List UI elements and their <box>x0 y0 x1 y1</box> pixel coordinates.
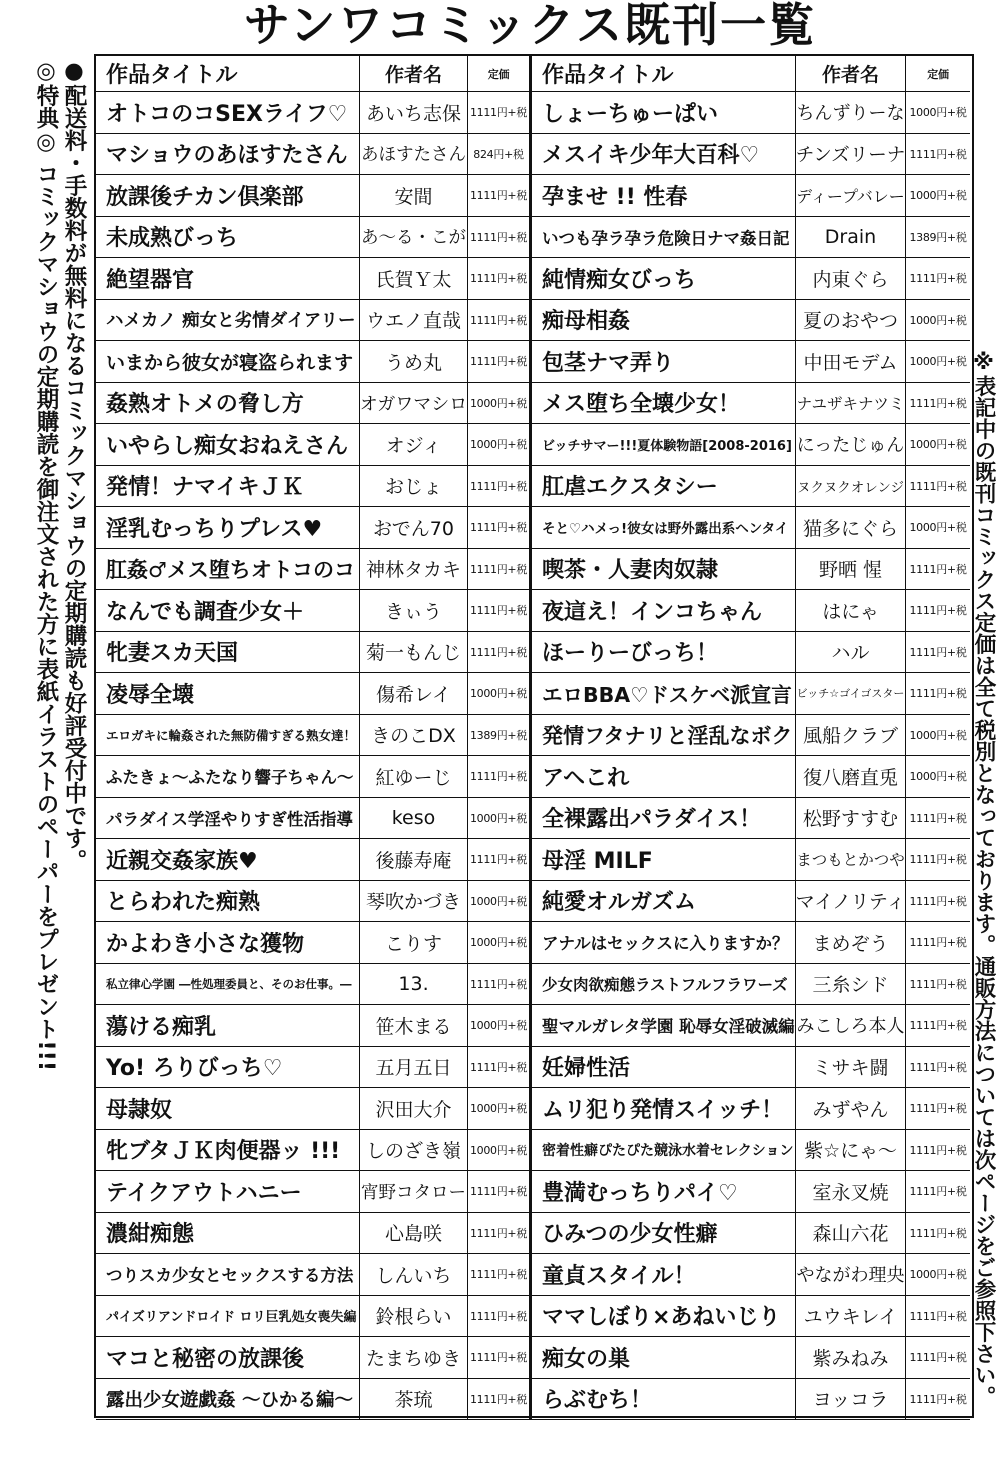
book-price: 1000円+税 <box>468 798 532 840</box>
book-price: 1111円+税 <box>906 258 970 300</box>
book-author: 五月五日 <box>360 1047 468 1089</box>
book-author: 神林タカキ <box>360 549 468 591</box>
book-title: 発情！ナマイキＪＫ <box>96 466 360 508</box>
book-author: 心島咲 <box>360 1213 468 1255</box>
book-author: 後藤寿庵 <box>360 839 468 881</box>
book-title: ママしぼり×あねいじり <box>532 1296 796 1338</box>
book-author: 沢田大介 <box>360 1088 468 1130</box>
book-title: テイクアウトハニー <box>96 1171 360 1213</box>
book-price: 1111円+税 <box>906 1047 970 1089</box>
book-price: 1111円+税 <box>468 1254 532 1296</box>
book-author: ミサキ闘 <box>796 1047 906 1089</box>
book-price: 1111円+税 <box>468 1213 532 1255</box>
book-title: 未成熟びっち <box>96 217 360 259</box>
book-author: まつもとかつや <box>796 839 906 881</box>
book-price: 1000円+税 <box>468 424 532 466</box>
book-price: 1000円+税 <box>906 756 970 798</box>
book-price: 1111円+税 <box>906 964 970 1006</box>
book-author: やながわ理央 <box>796 1254 906 1296</box>
book-price: 1111円+税 <box>468 175 532 217</box>
book-title: 露出少女遊戯姦 ～ひかる編～ <box>96 1379 360 1421</box>
book-title: 聖マルガレタ学園 恥辱女淫破滅編 <box>532 1005 796 1047</box>
book-author: みずやん <box>796 1088 906 1130</box>
book-title: 密着性癖ぴたぴた競泳水着セレクション <box>532 1130 796 1172</box>
book-title: 凌辱全壊 <box>96 673 360 715</box>
book-author: にったじゅん <box>796 424 906 466</box>
book-author: しのざき嶺 <box>360 1130 468 1172</box>
book-author: 茶琉 <box>360 1379 468 1421</box>
book-author: はにゃ <box>796 590 906 632</box>
book-price: 1111円+税 <box>906 1088 970 1130</box>
book-title: ほーりーびっち！ <box>532 632 796 674</box>
header-title-left: 作品タイトル <box>96 56 360 92</box>
book-author: 猫多にぐら <box>796 507 906 549</box>
book-price: 1000円+税 <box>468 922 532 964</box>
book-title: ビッチサマー!!!夏体験物語[2008-2016] <box>532 424 796 466</box>
book-author: 紫みねみ <box>796 1337 906 1379</box>
book-price: 1111円+税 <box>906 881 970 923</box>
book-author: 森山六花 <box>796 1213 906 1255</box>
book-author: みこしろ本人 <box>796 1005 906 1047</box>
book-price: 1111円+税 <box>468 258 532 300</box>
book-price: 1111円+税 <box>468 1296 532 1338</box>
book-title: なんでも調査少女＋ <box>96 590 360 632</box>
book-author: おでん70 <box>360 507 468 549</box>
book-title: 発情フタナリと淫乱なボク <box>532 715 796 757</box>
book-title: エロガキに輪姦された無防備すぎる熟女達！ <box>96 715 360 757</box>
book-title: 痴女の巣 <box>532 1337 796 1379</box>
book-title: アナルはセックスに入りますか？ <box>532 922 796 964</box>
book-title: マショウのあほすたさん <box>96 134 360 176</box>
book-price: 1111円+税 <box>468 1171 532 1213</box>
book-author: ディープバレー <box>796 175 906 217</box>
book-title: ふたきょ～ふたなり響子ちゃん～ <box>96 756 360 798</box>
book-author: ナユザキナツミ <box>796 383 906 425</box>
book-price: 1111円+税 <box>906 1213 970 1255</box>
book-title: つりスカ少女とセックスする方法 <box>96 1254 360 1296</box>
book-price: 1000円+税 <box>468 1005 532 1047</box>
book-price: 1000円+税 <box>906 175 970 217</box>
book-author: 野晒 惺 <box>796 549 906 591</box>
header-author-left: 作者名 <box>360 56 468 92</box>
book-price: 1000円+税 <box>906 507 970 549</box>
book-author: Drain <box>796 217 906 259</box>
book-title: 少女肉欲痴態ラストフルフラワーズ <box>532 964 796 1006</box>
book-author: ウエノ直哉 <box>360 300 468 342</box>
book-price: 1389円+税 <box>906 217 970 259</box>
book-price: 1111円+税 <box>906 466 970 508</box>
book-author: オジィ <box>360 424 468 466</box>
book-title: エロBBA♡ドスケベ派宣言 <box>532 673 796 715</box>
book-author: オガワマシロ <box>360 383 468 425</box>
book-price: 1000円+税 <box>468 1088 532 1130</box>
book-author: ビッチ☆ゴイゴスター <box>796 673 906 715</box>
book-title: 放課後チカン倶楽部 <box>96 175 360 217</box>
book-price: 1111円+税 <box>906 922 970 964</box>
book-price: 1111円+税 <box>906 383 970 425</box>
book-price: 1000円+税 <box>468 1130 532 1172</box>
book-title: パラダイス学淫やりすぎ性活指導 <box>96 798 360 840</box>
book-author: ユウキレイ <box>796 1296 906 1338</box>
book-price: 1111円+税 <box>906 1379 970 1421</box>
book-title: 牝ブタＪＫ肉便器ッ !!! <box>96 1130 360 1172</box>
book-title: Yo! ろりびっち♡ <box>96 1047 360 1089</box>
book-title: 全裸露出パラダイス！ <box>532 798 796 840</box>
header-title-right: 作品タイトル <box>532 56 796 92</box>
book-title: 濃紺痴態 <box>96 1213 360 1255</box>
book-title: ムリ犯り発情スイッチ！ <box>532 1088 796 1130</box>
book-author: ハル <box>796 632 906 674</box>
book-title: メスイキ少年大百科♡ <box>532 134 796 176</box>
book-price: 1111円+税 <box>468 1047 532 1089</box>
book-price: 1111円+税 <box>468 300 532 342</box>
book-title: 夜這え！インコちゃん <box>532 590 796 632</box>
book-price: 1111円+税 <box>468 507 532 549</box>
book-title: かよわき小さな獲物 <box>96 922 360 964</box>
book-price: 1111円+税 <box>468 466 532 508</box>
book-price: 1111円+税 <box>468 341 532 383</box>
book-title: メス堕ち全壊少女！ <box>532 383 796 425</box>
header-price-right: 定価 <box>906 56 970 92</box>
book-author: うめ丸 <box>360 341 468 383</box>
book-price: 1111円+税 <box>468 217 532 259</box>
book-title: 喫茶・人妻肉奴隷 <box>532 549 796 591</box>
book-author: 室永叉焼 <box>796 1171 906 1213</box>
book-author: まめぞう <box>796 922 906 964</box>
book-author: きぃう <box>360 590 468 632</box>
book-price: 1000円+税 <box>906 715 970 757</box>
book-title: ハメカノ 痴女と劣情ダイアリー <box>96 300 360 342</box>
book-price: 1000円+税 <box>468 383 532 425</box>
book-title: 純情痴女びっち <box>532 258 796 300</box>
book-title: 孕ませ !! 性春 <box>532 175 796 217</box>
book-title: 淫乳むっちりプレス♥ <box>96 507 360 549</box>
book-price: 1000円+税 <box>906 300 970 342</box>
book-author: 復八磨直兎 <box>796 756 906 798</box>
page-title: サンワコミックス既刊一覧 <box>243 0 817 52</box>
book-price: 1000円+税 <box>468 673 532 715</box>
book-title: 近親交姦家族♥ <box>96 839 360 881</box>
book-title: しょーちゅーぱい <box>532 92 796 134</box>
book-price: 1000円+税 <box>468 881 532 923</box>
book-price: 1111円+税 <box>906 839 970 881</box>
book-author: あ～る・こが <box>360 217 468 259</box>
book-price: 1111円+税 <box>906 798 970 840</box>
shipping-note: ●配送料・手数料が無料になるコミックマショウの定期購読も好評受付中です。 <box>61 58 87 872</box>
book-title: 痴母相姦 <box>532 300 796 342</box>
book-author: 夏のおやつ <box>796 300 906 342</box>
price-note: ※表記中の既刊コミックス定価は全て税別となっております。通販方法については次ページをご参照下さい。 <box>971 350 996 1407</box>
book-price: 824円+税 <box>468 134 532 176</box>
book-author: 三糸シド <box>796 964 906 1006</box>
book-title: 童貞スタイル！ <box>532 1254 796 1296</box>
book-price: 1111円+税 <box>468 92 532 134</box>
book-author: 13. <box>360 964 468 1006</box>
book-author: 笹木まる <box>360 1005 468 1047</box>
book-author: こりす <box>360 922 468 964</box>
book-author: 氏賀Ｙ太 <box>360 258 468 300</box>
book-author: しんいち <box>360 1254 468 1296</box>
book-title: 絶望器官 <box>96 258 360 300</box>
book-author: ちんずりーな <box>796 92 906 134</box>
book-price: 1111円+税 <box>906 673 970 715</box>
header-author-right: 作者名 <box>796 56 906 92</box>
book-title: パイズリアンドロイド ロリ巨乳処女喪失編 <box>96 1296 360 1338</box>
book-price: 1111円+税 <box>906 1171 970 1213</box>
book-title: いやらし痴女おねえさん <box>96 424 360 466</box>
book-author: たまちゆき <box>360 1337 468 1379</box>
book-author: おじょ <box>360 466 468 508</box>
book-author: チンズリーナ <box>796 134 906 176</box>
book-title: 豊満むっちりパイ♡ <box>532 1171 796 1213</box>
book-title: 肛姦♂メス堕ちオトコのコ <box>96 549 360 591</box>
book-author: 菊一もんじ <box>360 632 468 674</box>
book-price: 1111円+税 <box>906 632 970 674</box>
book-author: 風船クラブ <box>796 715 906 757</box>
book-title: いつも孕ラ孕ラ危険日ナマ姦日記 <box>532 217 796 259</box>
book-title: オトコのコSEXライフ♡ <box>96 92 360 134</box>
book-author: 松野すすむ <box>796 798 906 840</box>
book-author: 紫☆にゃ～ <box>796 1130 906 1172</box>
book-price: 1000円+税 <box>906 92 970 134</box>
header-price-left: 定価 <box>468 56 532 92</box>
book-title: 蕩ける痴乳 <box>96 1005 360 1047</box>
book-price: 1111円+税 <box>468 632 532 674</box>
book-price: 1111円+税 <box>906 134 970 176</box>
book-price: 1111円+税 <box>906 1130 970 1172</box>
book-author: あいち志保 <box>360 92 468 134</box>
book-price: 1111円+税 <box>468 1337 532 1379</box>
book-price: 1111円+税 <box>468 756 532 798</box>
book-price: 1000円+税 <box>906 341 970 383</box>
book-author: あほすたさん <box>360 134 468 176</box>
book-title: 純愛オルガズム <box>532 881 796 923</box>
book-title: そと♡ハメっ!彼女は野外露出系ヘンタイ <box>532 507 796 549</box>
book-title: とらわれた痴熟 <box>96 881 360 923</box>
catalog-table <box>94 54 974 1418</box>
book-price: 1111円+税 <box>468 839 532 881</box>
book-title: 母淫 MILF <box>532 839 796 881</box>
book-author: 安間 <box>360 175 468 217</box>
book-price: 1111円+税 <box>906 590 970 632</box>
book-title: 包茎ナマ弄り <box>532 341 796 383</box>
book-author: keso <box>360 798 468 840</box>
book-price: 1111円+税 <box>468 549 532 591</box>
book-author: 宵野コタロー <box>360 1171 468 1213</box>
book-author: 紅ゆーじ <box>360 756 468 798</box>
book-author: きのこDX <box>360 715 468 757</box>
book-title: アヘこれ <box>532 756 796 798</box>
book-price: 1111円+税 <box>906 1005 970 1047</box>
book-title: 妊婦性活 <box>532 1047 796 1089</box>
book-title: 肛虐エクスタシー <box>532 466 796 508</box>
book-author: 内東ぐら <box>796 258 906 300</box>
book-price: 1111円+税 <box>906 1337 970 1379</box>
book-author: 中田モデム <box>796 341 906 383</box>
bonus-note: ◎特典◎ コミックマショウの定期購読を御注文された方に表紙イラストのペーパーをプレゼント!!! <box>33 58 59 1072</box>
book-title: ひみつの少女性癖 <box>532 1213 796 1255</box>
book-title: 姦熟オトメの脅し方 <box>96 383 360 425</box>
book-price: 1111円+税 <box>906 1296 970 1338</box>
book-title: 私立律心学園 ―性処理委員と、そのお仕事。― <box>96 964 360 1006</box>
book-title: 牝妻スカ天国 <box>96 632 360 674</box>
book-price: 1111円+税 <box>468 590 532 632</box>
book-author: 鈴根らい <box>360 1296 468 1338</box>
book-price: 1000円+税 <box>906 1254 970 1296</box>
book-price: 1389円+税 <box>468 715 532 757</box>
book-price: 1111円+税 <box>906 549 970 591</box>
book-author: ヨッコラ <box>796 1379 906 1421</box>
book-author: ヌクヌクオレンジ <box>796 466 906 508</box>
book-price: 1111円+税 <box>468 964 532 1006</box>
book-title: マコと秘密の放課後 <box>96 1337 360 1379</box>
book-author: マイノリティ <box>796 881 906 923</box>
book-price: 1000円+税 <box>906 424 970 466</box>
book-price: 1111円+税 <box>468 1379 532 1421</box>
book-author: 琴吹かづき <box>360 881 468 923</box>
book-title: いまから彼女が寝盗られます <box>96 341 360 383</box>
book-title: らぶむち！ <box>532 1379 796 1421</box>
book-title: 母隷奴 <box>96 1088 360 1130</box>
book-author: 傷希レイ <box>360 673 468 715</box>
